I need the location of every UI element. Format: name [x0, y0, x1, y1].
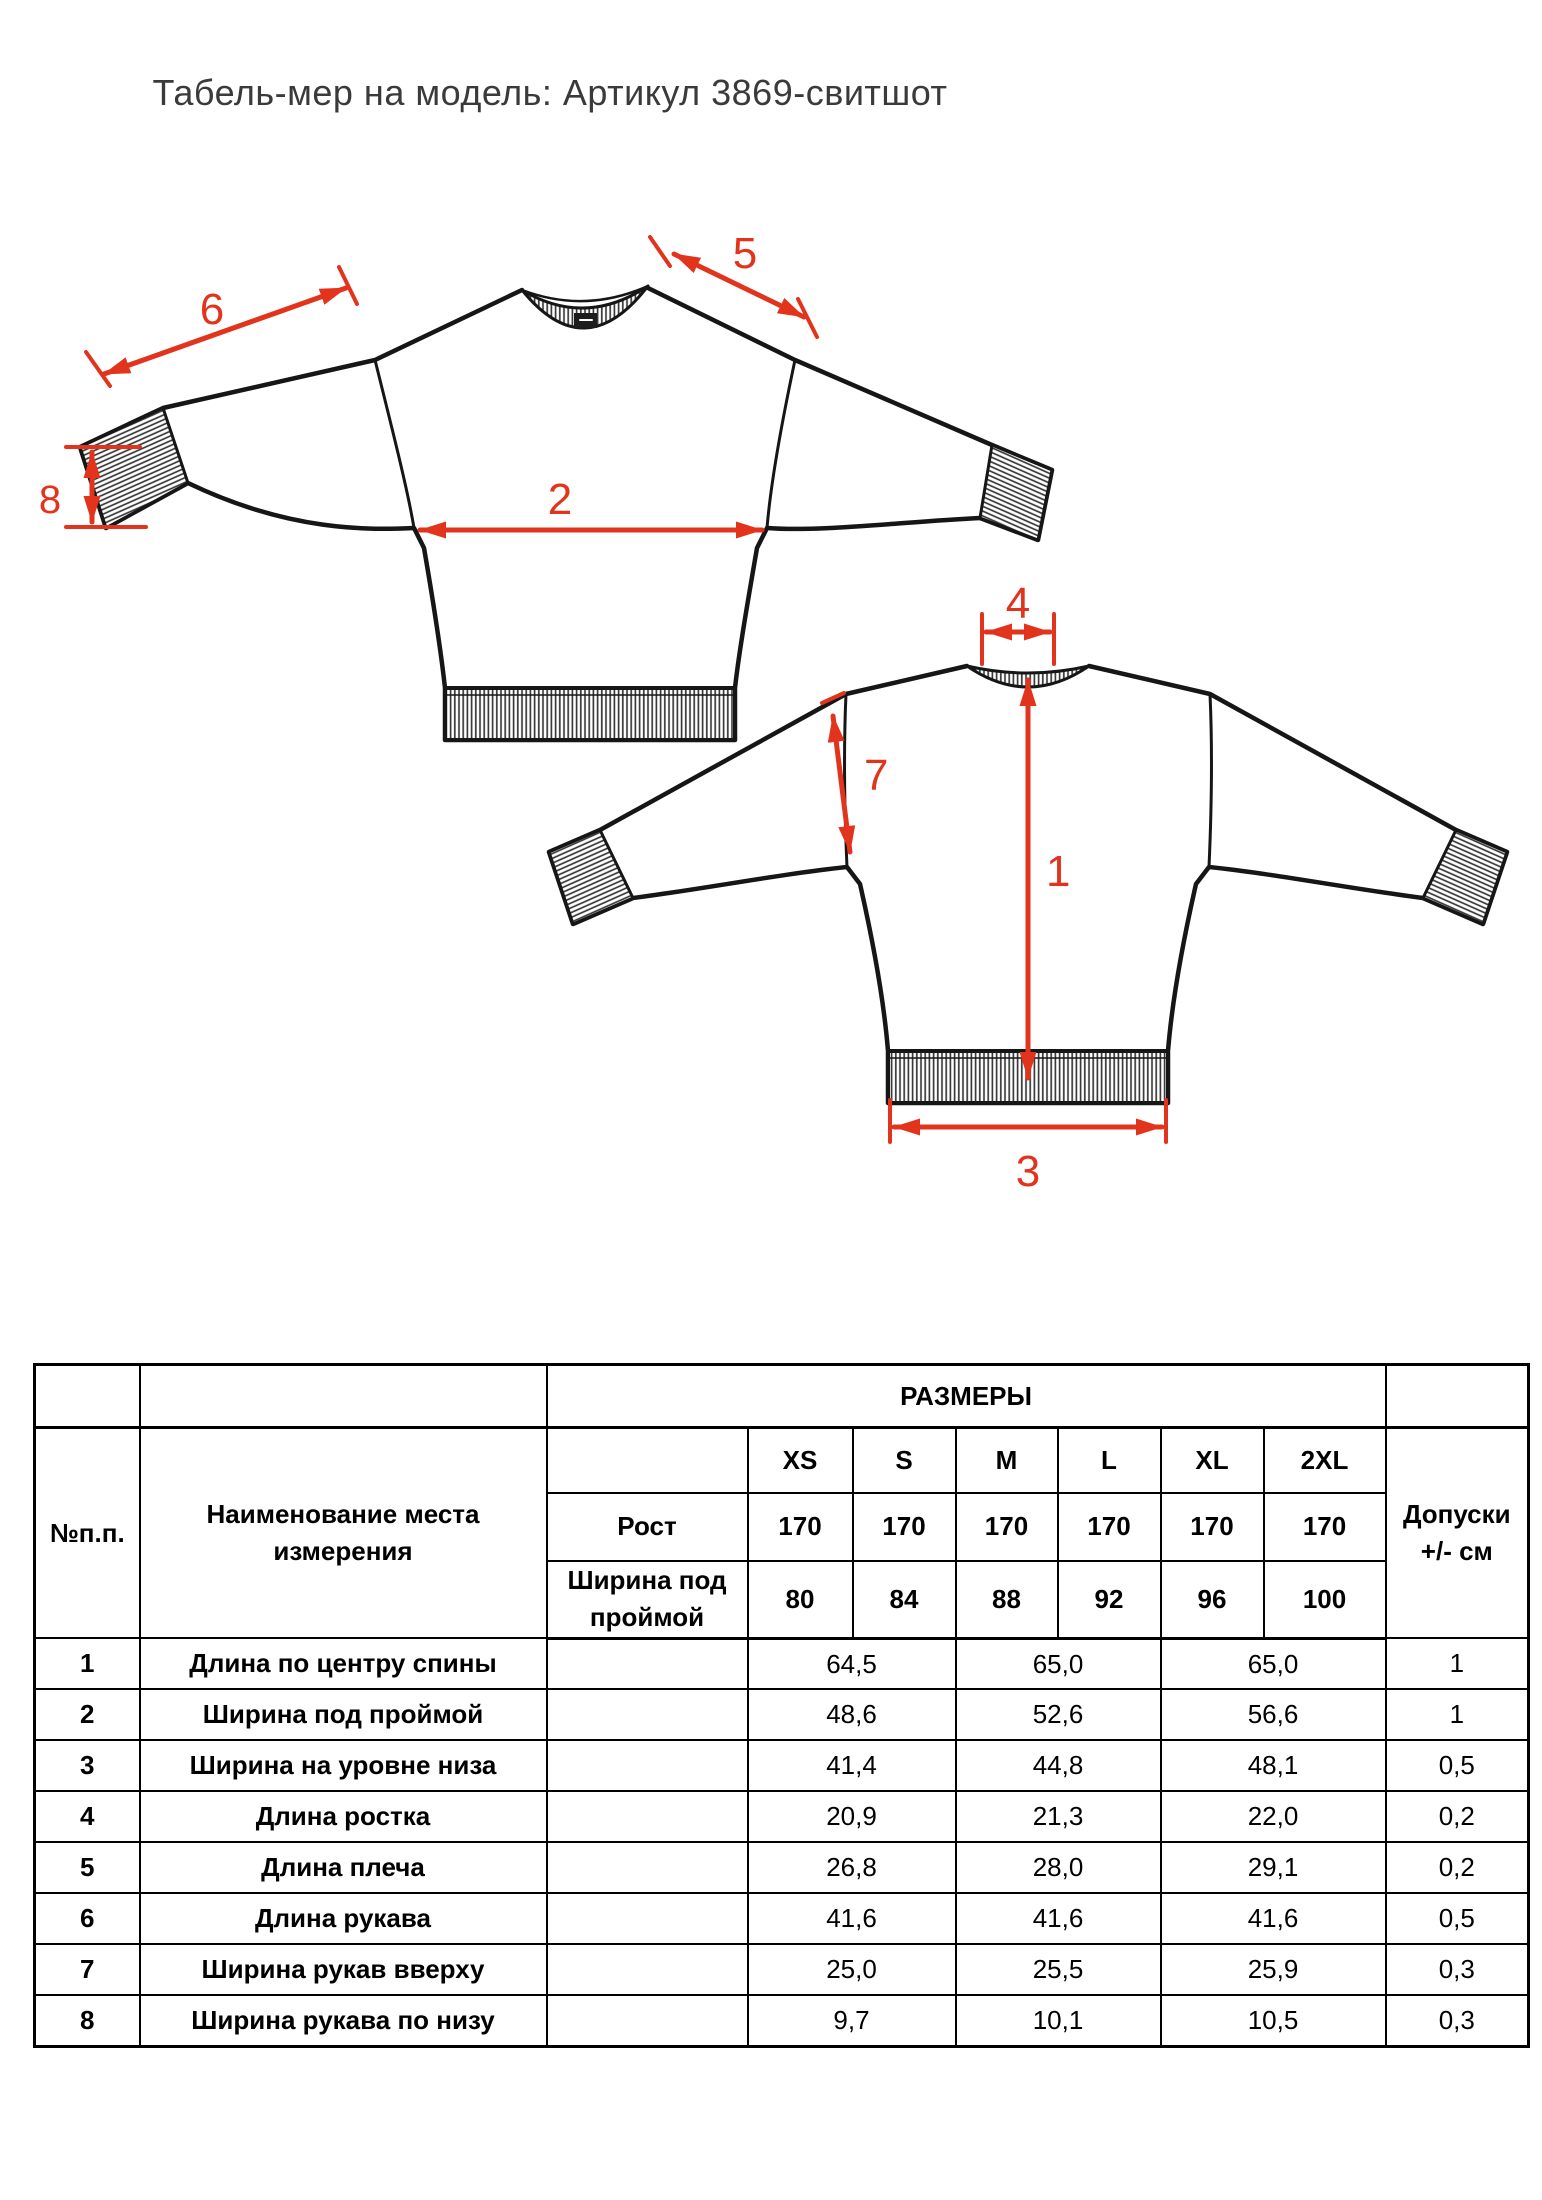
value-xs-s: 26,8 [748, 1842, 956, 1893]
front-hem-band [445, 688, 735, 740]
height-value: 170 [853, 1493, 956, 1561]
height-value: 170 [1161, 1493, 1264, 1561]
table-row-sizes-banner [35, 1365, 1529, 1428]
value-xl-2xl: 22,0 [1161, 1791, 1386, 1842]
value-m-l: 52,6 [956, 1689, 1161, 1740]
tolerance-value: 0,2 [1386, 1791, 1529, 1842]
tolerance-value: 0,3 [1386, 1995, 1529, 2046]
dimension-arrow-6 [104, 288, 346, 374]
measurement-table [33, 1363, 1530, 2048]
value-xs-s: 9,7 [748, 1995, 956, 2046]
front-raglan-seam-right [767, 360, 795, 528]
armhole-width-value: 84 [853, 1561, 956, 1639]
armhole-width-value: 100 [1264, 1561, 1386, 1639]
measurement-name-header: Наименование места измерения [140, 1428, 547, 1639]
value-xl-2xl: 48,1 [1161, 1740, 1386, 1791]
empty-cell [547, 1791, 748, 1842]
value-xs-s: 20,9 [748, 1791, 956, 1842]
measurement-name: Длина по центру спины [140, 1638, 547, 1689]
row-number: 3 [35, 1740, 140, 1791]
value-m-l: 25,5 [956, 1944, 1161, 1995]
measurement-name: Длина ростка [140, 1791, 547, 1842]
table-row [35, 1842, 1529, 1893]
table-row [35, 1689, 1529, 1740]
front-raglan-seam-left [375, 360, 414, 528]
dimension-label-8: 8 [38, 478, 62, 522]
dimension-label-7: 7 [864, 751, 889, 800]
back-raglan-seam-right [1209, 694, 1212, 867]
measurement-name: Ширина рукав вверху [140, 1944, 547, 1995]
row-number: 5 [35, 1842, 140, 1893]
empty-cell [35, 1365, 140, 1428]
sizes-banner: РАЗМЕРЫ [547, 1365, 1386, 1428]
value-xs-s: 25,0 [748, 1944, 956, 1995]
dimension-label-2: 2 [547, 475, 573, 524]
dimension-tick [86, 352, 110, 386]
empty-cell [547, 1638, 748, 1689]
row-number: 6 [35, 1893, 140, 1944]
value-m-l: 28,0 [956, 1842, 1161, 1893]
height-value: 170 [1264, 1493, 1386, 1561]
armhole-width-value: 92 [1058, 1561, 1161, 1639]
row-number: 4 [35, 1791, 140, 1842]
tolerance-value: 0,5 [1386, 1893, 1529, 1944]
table-row [35, 1893, 1529, 1944]
dimension-arrow-7 [833, 716, 850, 852]
dimension-label-1: 1 [1046, 847, 1071, 896]
dimension-label-6: 6 [199, 285, 225, 334]
measurement-name: Ширина рукава по низу [140, 1995, 547, 2046]
front-cuff-right [980, 445, 1052, 540]
value-xl-2xl: 29,1 [1161, 1842, 1386, 1893]
empty-cell [1386, 1365, 1529, 1428]
tolerance-value: 1 [1386, 1638, 1529, 1689]
row-number-header: №п.п. [35, 1428, 140, 1639]
value-xl-2xl: 41,6 [1161, 1893, 1386, 1944]
back-cuff-left [549, 830, 633, 924]
front-cuff-left [80, 408, 188, 528]
value-m-l: 10,1 [956, 1995, 1161, 2046]
dimension-label-4: 4 [1005, 579, 1031, 628]
armhole-width-value: 88 [956, 1561, 1058, 1639]
value-xl-2xl: 56,6 [1161, 1689, 1386, 1740]
row-number: 2 [35, 1689, 140, 1740]
height-value: 170 [1058, 1493, 1161, 1561]
size-col-header-2xl: 2XL [1264, 1428, 1386, 1493]
width-under-armhole-label: Ширина под проймой [547, 1561, 748, 1639]
measurement-name: Длина рукава [140, 1893, 547, 1944]
value-xs-s: 41,4 [748, 1740, 956, 1791]
value-m-l: 65,0 [956, 1638, 1161, 1689]
measurement-name: Ширина под проймой [140, 1689, 547, 1740]
measurement-name: Длина плеча [140, 1842, 547, 1893]
empty-cell [547, 1842, 748, 1893]
tolerance-value: 0,3 [1386, 1944, 1529, 1995]
table-row [35, 1740, 1529, 1791]
empty-cell [547, 1893, 748, 1944]
size-col-header-xs: XS [748, 1428, 853, 1493]
value-xs-s: 48,6 [748, 1689, 956, 1740]
table-row [35, 1791, 1529, 1842]
value-xs-s: 41,6 [748, 1893, 956, 1944]
value-xl-2xl: 10,5 [1161, 1995, 1386, 2046]
armhole-width-value: 96 [1161, 1561, 1264, 1639]
size-col-header-xl: XL [1161, 1428, 1264, 1493]
size-col-header-s: S [853, 1428, 956, 1493]
dimension-label-3: 3 [1015, 1147, 1041, 1196]
table-row [35, 1638, 1529, 1689]
value-m-l: 41,6 [956, 1893, 1161, 1944]
height-value: 170 [748, 1493, 853, 1561]
empty-cell [547, 1428, 748, 1493]
empty-cell [547, 1995, 748, 2046]
size-col-header-m: M [956, 1428, 1058, 1493]
table-row-size-names [35, 1428, 1529, 1493]
empty-cell [140, 1365, 547, 1428]
value-m-l: 44,8 [956, 1740, 1161, 1791]
value-xl-2xl: 65,0 [1161, 1638, 1386, 1689]
row-number: 1 [35, 1638, 140, 1689]
tolerance-value: 1 [1386, 1689, 1529, 1740]
row-number: 8 [35, 1995, 140, 2046]
row-number: 7 [35, 1944, 140, 1995]
value-xl-2xl: 25,9 [1161, 1944, 1386, 1995]
back-cuff-right [1423, 830, 1507, 924]
tolerance-header: Допуски +/- см [1386, 1428, 1529, 1639]
table-row [35, 1995, 1529, 2046]
empty-cell [547, 1689, 748, 1740]
tolerance-value: 0,2 [1386, 1842, 1529, 1893]
page-title: Табель-мер на модель: Артикул 3869-свитшот [152, 72, 948, 113]
height-row-label: Рост [547, 1493, 748, 1561]
dimension-label-5: 5 [732, 229, 758, 278]
empty-cell [547, 1944, 748, 1995]
size-col-header-l: L [1058, 1428, 1161, 1493]
dimension-tick [339, 267, 357, 304]
dimension-tick [650, 237, 670, 266]
measurement-name: Ширина на уровне низа [140, 1740, 547, 1791]
value-xs-s: 64,5 [748, 1638, 956, 1689]
empty-cell [547, 1740, 748, 1791]
height-value: 170 [956, 1493, 1058, 1561]
armhole-width-value: 80 [748, 1561, 853, 1639]
value-m-l: 21,3 [956, 1791, 1161, 1842]
tolerance-value: 0,5 [1386, 1740, 1529, 1791]
table-row [35, 1944, 1529, 1995]
